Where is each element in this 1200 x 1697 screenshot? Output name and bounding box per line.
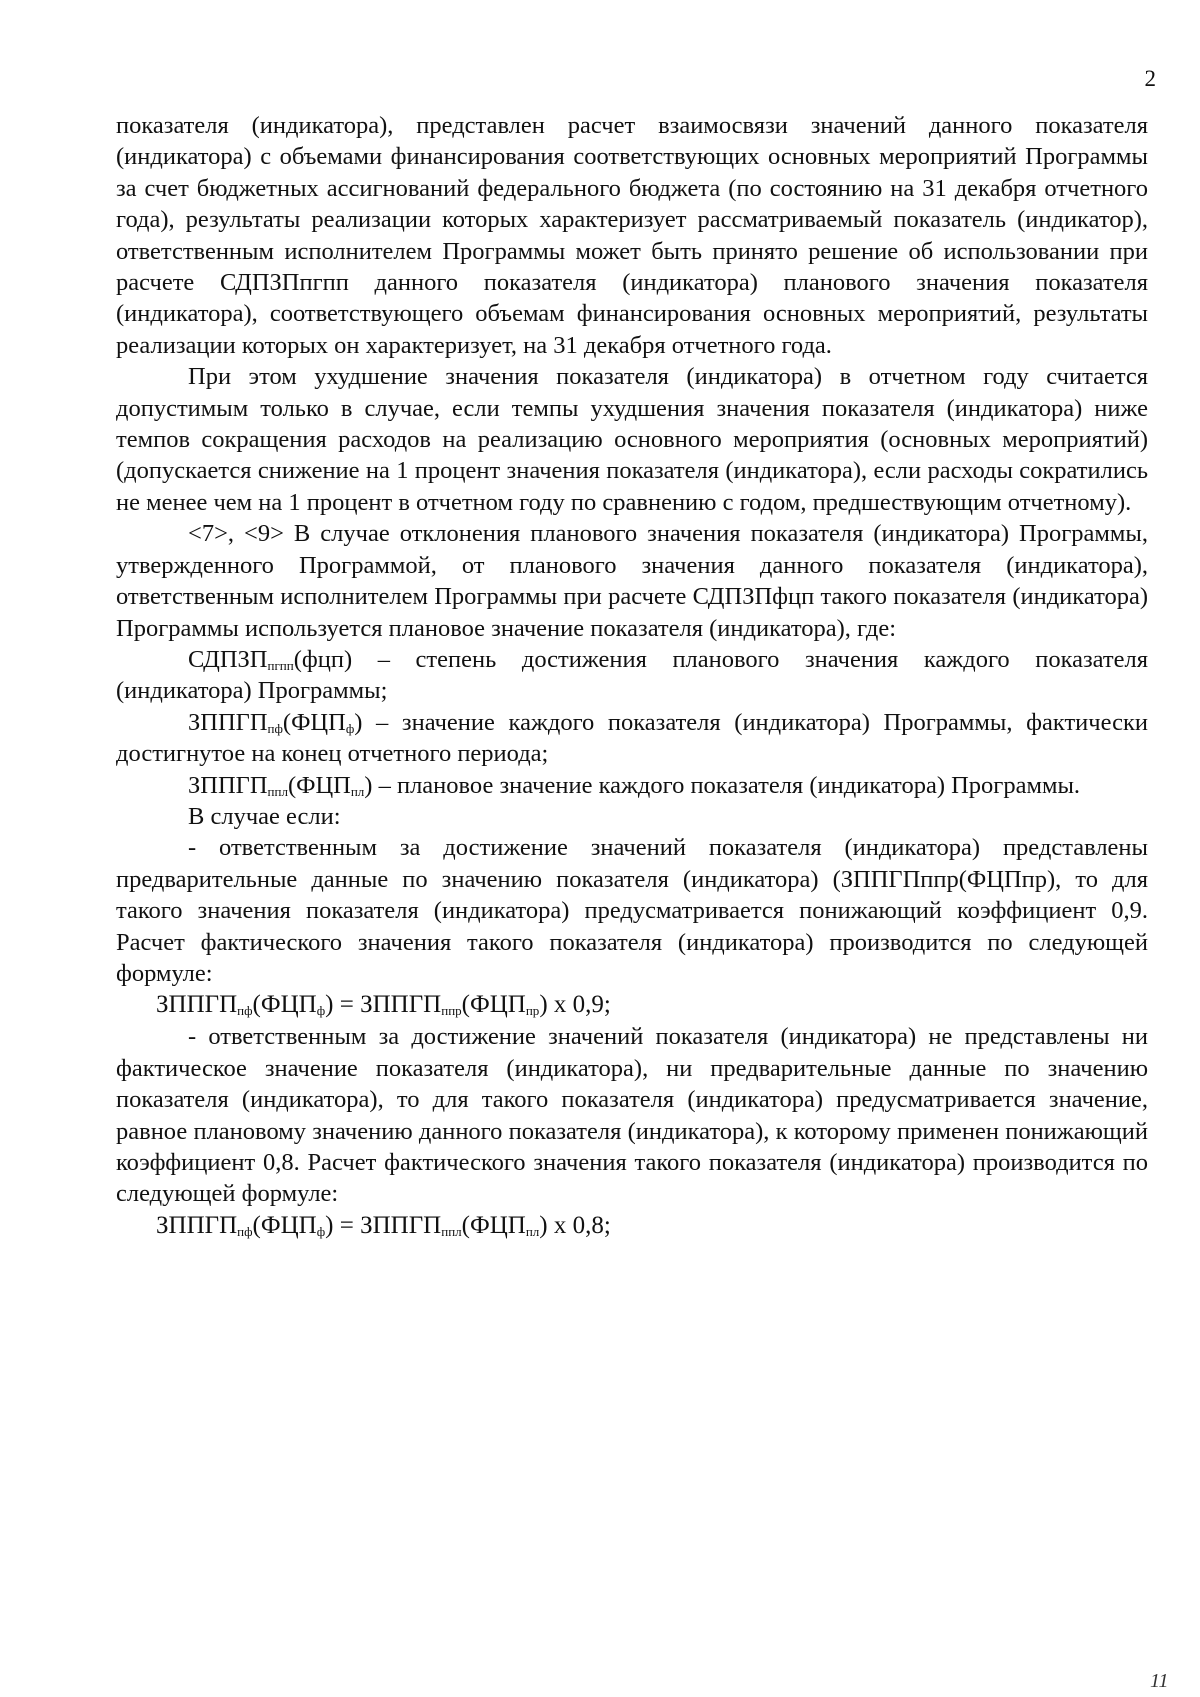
paragraph-in-case: В случае если: [188,802,341,830]
paragraph-preliminary-data: - ответственным за достижение значений показателя (индикатора) представлены предварительные данные по значению показателя (индикатора) (ЗППГПппр(ФЦПпр), то для такого значения показателя (индикатора) предусматривается понижающий коэффициент 0,9. Расчет фактического значения такого показателя (индикатора) производится по следующей формуле: [116,834,1148,987]
definition-zppgp-ppl: $ЗППГП_{ппл}(ФЦП_{пл})$ – плановое значение каждого показателя (индикатора) Программы. [188,771,1081,799]
paragraph-continuation: показателя (индикатора), представлен расчет взаимосвязи значений данного показателя (индикатора) с объемами финансирования соответствующих основных мероприятий Программы за счет бюджетных ассигнований федерального бюджета (по состоянию на 31 декабря отчетного года), результаты реализации которых характеризует рассматриваемый показатель (индикатор), ответственным исполнителем Программы может быть принято решение об использовании при расчете СДПЗПпгпп данного показателя (индикатора) планового значения показателя (индикатора), соответствующего объемам финансирования основных мероприятий, результаты реализации которых он характеризует, на 31 декабря отчетного года. [116,112,1148,359]
formula-coefficient-08: $ЗППГП_{пф}(ФЦП_ф)$ = $ЗППГП_{ппл}(ФЦП_{пл})$ x 0,8; [156,1211,611,1239]
formula-coefficient-09: $ЗППГП_{пф}(ФЦП_ф)$ = $ЗППГП_{ппр}(ФЦП_{пр})$ x 0,9; [156,991,611,1019]
definition-sdpzp: $СДПЗП_{пгпп}(фцп)$ – степень достижения планового значения каждого показателя (индикатора) Программы; [116,645,1148,705]
handwritten-page-mark: 11 [1150,1670,1169,1692]
definition-zppgp-pf: $ЗППГП_{пф}(ФЦП_ф)$ – значение каждого показателя (индикатора) Программы, фактически достигнутое на конец отчетного периода; [116,708,1148,768]
document-body [116,110,1148,1242]
paragraph-deterioration: При этом ухудшение значения показателя (индикатора) в отчетном году считается допустимым только в случае, если темпы ухудшения значения показателя (индикатора) ниже темпов сокращения расходов на реализацию основного мероприятия (основных мероприятий) (допускается снижение на 1 процент значения показателя (индикатора), если расходы сократились не менее чем на 1 процент в отчетном году по сравнению с годом, предшествующим отчетному). [116,363,1148,516]
paragraph-deviation: <7>, <9> В случае отклонения планового значения показателя (индикатора) Программы, утвержденного Программой, от планового значения данного показателя (индикатора), ответственным исполнителем Программы при расчете СДПЗПфцп такого показателя (индикатора) Программы используется плановое значение показателя (индикатора), где: [116,520,1148,642]
paragraph-no-data: - ответственным за достижение значений показателя (индикатора) не представлены ни фактическое значение показателя (индикатора), ни предварительные данные по значению показателя (индикатора), то для такого показателя (индикатора) предусматривается значение, равное плановому значению данного показателя (индикатора), к которому применен понижающий коэффициент 0,8. Расчет фактического значения такого показателя (индикатора) производится по следующей формуле: [116,1023,1148,1208]
page-number: 2 [1144,66,1156,91]
